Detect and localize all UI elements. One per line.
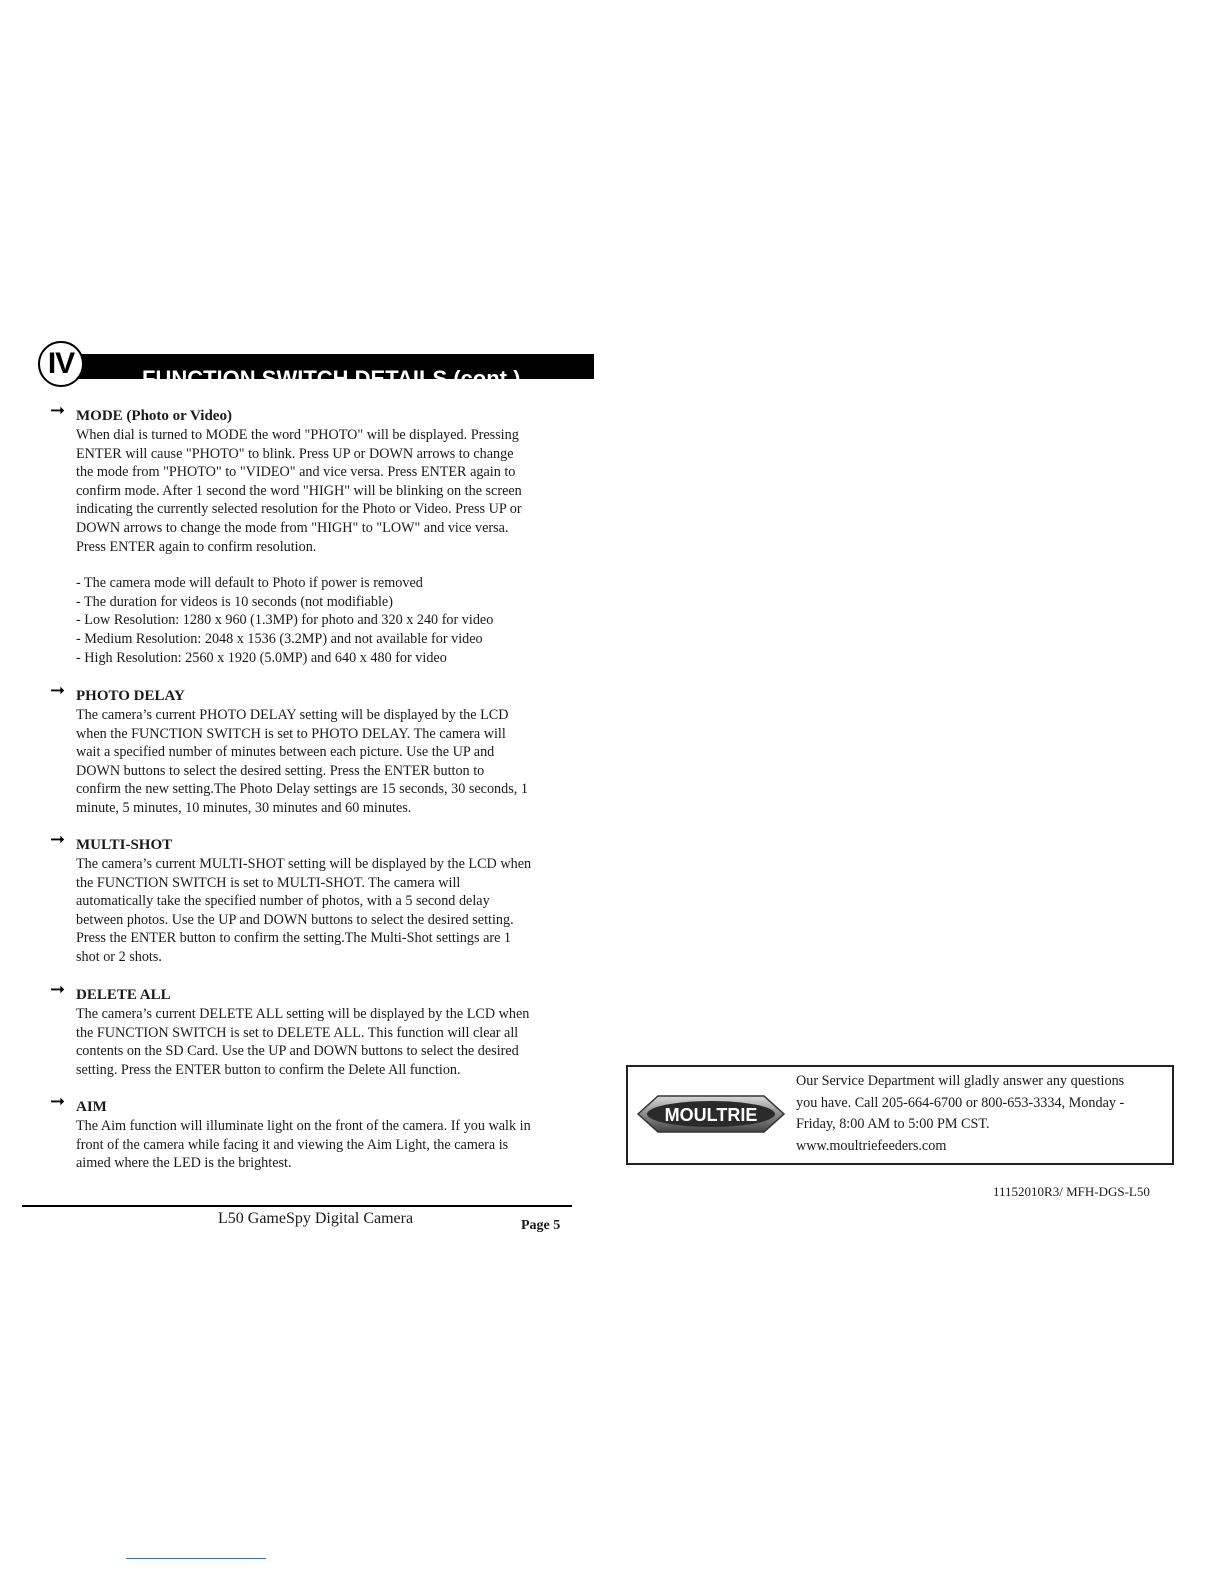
moultrie-logo <box>636 1092 786 1136</box>
body-line: The camera’s current DELETE ALL setting will be displayed by the LCD when <box>76 1006 530 1022</box>
section-aim <box>50 1091 590 1173</box>
body-line: The Aim function will illuminate light on the front of the camera. If you walk in <box>76 1118 531 1134</box>
section-heading: MULTI-SHOT <box>76 837 173 853</box>
section-header <box>38 341 596 391</box>
body-line: shot or 2 shots. <box>76 948 162 965</box>
body-line: the FUNCTION SWITCH is set to DELETE ALL. This function will clear all <box>76 1024 519 1041</box>
body-line: DOWN buttons to select the desired setting. Press the ENTER button to <box>76 762 485 779</box>
body-line: The camera’s current PHOTO DELAY setting will be displayed by the LCD <box>76 707 509 723</box>
section-heading: DELETE ALL <box>76 987 171 1003</box>
body-line: the FUNCTION SWITCH is set to MULTI-SHOT. The camera will <box>76 874 461 891</box>
note-line: - The duration for videos is 10 seconds (not modifiable) <box>76 593 393 610</box>
section-body <box>50 706 590 818</box>
body-line: the mode from "PHOTO" to "VIDEO" and vice versa. Press ENTER again to <box>76 464 516 481</box>
body-line: front of the camera while facing it and viewing the Aim Light, the camera is <box>76 1136 509 1153</box>
service-website: www.moultriefeeders.com <box>796 1137 947 1154</box>
body-line: The camera’s current MULTI-SHOT setting will be displayed by the LCD when <box>76 856 532 872</box>
note-line: - Low Resolution: 1280 x 960 (1.3MP) for photo and 320 x 240 for video <box>76 612 494 629</box>
body-line: when the FUNCTION SWITCH is set to PHOTO DELAY. The camera will <box>76 725 506 742</box>
section-numeral-badge <box>38 341 84 387</box>
arrow-right-icon: ➞ <box>50 829 66 850</box>
body-line: contents on the SD Card. Use the UP and DOWN buttons to select the desired <box>76 1043 519 1060</box>
body-line: minute, 5 minutes, 10 minutes, 30 minutes and 60 minutes. <box>76 799 412 816</box>
footer-rule <box>22 1205 572 1207</box>
service-line: Our Service Department will gladly answer any questions <box>796 1073 1125 1089</box>
note-line: - Medium Resolution: 2048 x 1536 (3.2MP) and not available for video <box>76 630 483 647</box>
body-line: When dial is turned to MODE the word "PHOTO" will be displayed. Pressing <box>76 427 519 443</box>
section-heading: PHOTO DELAY <box>76 688 185 704</box>
service-text <box>796 1071 1168 1157</box>
logo-text: MOULTRIE <box>664 1105 758 1125</box>
body-line: indicating the currently selected resolution for the Photo or Video. Press UP or <box>76 501 522 518</box>
arrow-right-icon: ➞ <box>50 680 66 701</box>
section-delete-all <box>50 979 590 1079</box>
body-line: between photos. Use the UP and DOWN buttons to select the desired setting. <box>76 911 514 928</box>
header-bar <box>78 354 594 391</box>
body-line: confirm the new setting.The Photo Delay settings are 15 seconds, 30 seconds, 1 <box>76 781 528 798</box>
arrow-right-icon: ➞ <box>50 1091 66 1112</box>
section-multi-shot <box>50 829 590 967</box>
section-body <box>50 1005 590 1079</box>
section-numeral: IV <box>47 347 75 380</box>
section-heading: AIM <box>76 1099 107 1115</box>
body-line: automatically take the specified number of photos, with a 5 second delay <box>76 893 490 910</box>
section-title: FUNCTION SWITCH DETAILS (cont.) <box>142 366 521 391</box>
body-line: Press ENTER again to confirm resolution. <box>76 538 317 555</box>
service-info-box <box>626 1065 1174 1165</box>
body-line: DOWN arrows to change the mode from "HIGH" to "LOW" and vice versa. <box>76 519 509 536</box>
body-line: setting. Press the ENTER button to confirm the Delete All function. <box>76 1061 461 1078</box>
note-line: - High Resolution: 2560 x 1920 (5.0MP) and 640 x 480 for video <box>76 649 447 666</box>
section-body <box>50 1117 590 1173</box>
body-line: wait a specified number of minutes between each picture. Use the UP and <box>76 744 495 761</box>
page-number: Page 5 <box>521 1218 561 1233</box>
service-line: you have. Call 205-664-6700 or 800-653-3334, Monday - <box>796 1094 1125 1111</box>
body-line: confirm mode. After 1 second the word "HIGH" will be blinking on the screen <box>76 482 522 499</box>
footer-title: L50 GameSpy Digital Camera <box>218 1210 414 1227</box>
section-heading: MODE (Photo or Video) <box>76 408 232 424</box>
service-line: Friday, 8:00 AM to 5:00 PM CST. <box>796 1116 990 1132</box>
body-line: aimed where the LED is the brightest. <box>76 1155 292 1172</box>
arrow-right-icon: ➞ <box>50 979 66 1000</box>
body-line: Press the ENTER button to confirm the setting.The Multi-Shot settings are 1 <box>76 930 512 947</box>
section-body <box>50 855 590 967</box>
section-photo-delay <box>50 680 590 818</box>
section-body <box>50 426 590 667</box>
note-line: - The camera mode will default to Photo if power is removed <box>76 575 423 592</box>
arrow-right-icon: ➞ <box>50 400 66 421</box>
body-line: ENTER will cause "PHOTO" to blink. Press UP or DOWN arrows to change <box>76 445 514 462</box>
section-mode <box>50 400 590 667</box>
document-reference: 11152010R3/ MFH-DGS-L50 <box>993 1184 1150 1199</box>
divider-line <box>126 1558 266 1559</box>
